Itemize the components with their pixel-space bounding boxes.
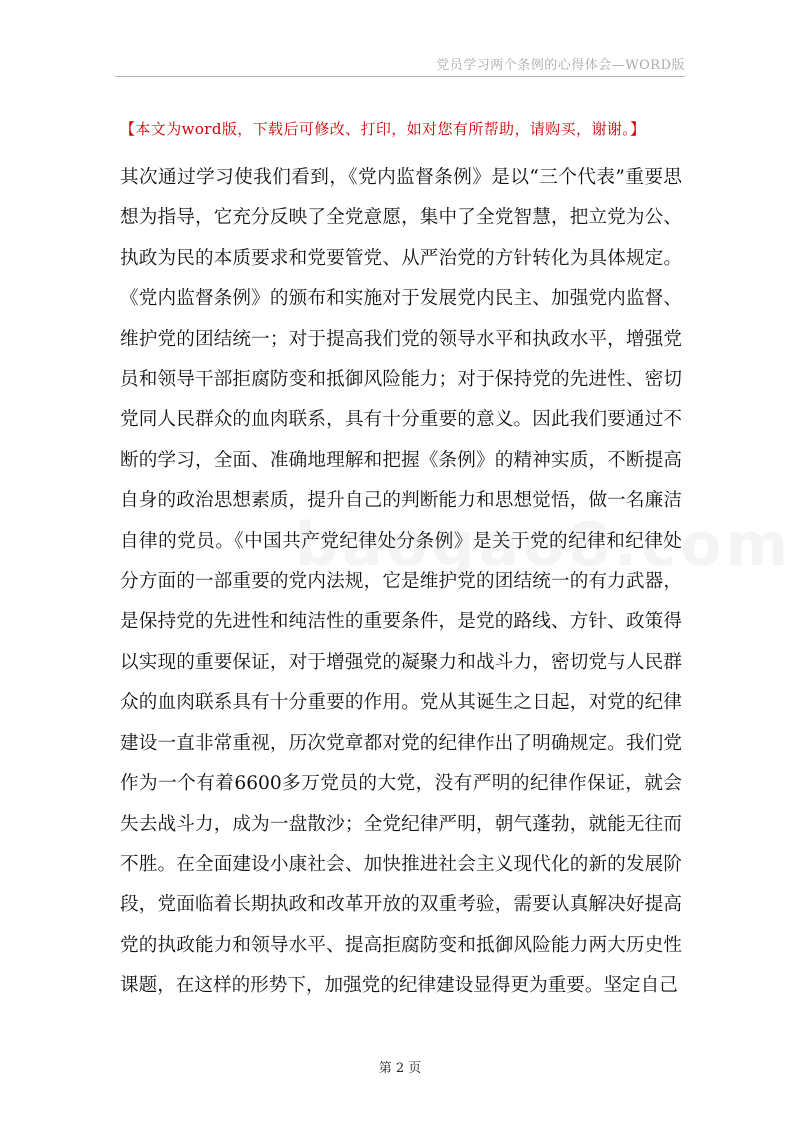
body-paragraph: 其次通过学习使我们看到，《党内监督条例》是以“三个代表”重要思想为指导，它充分反映了全党意愿，集中了全党智慧，把立党为公、执政为民的本质要求和党要管党、从严治党的方针转化为具体规定。《党内监督条例》的颁布和实施对于发展党内民主、加强党内监督、维护党的团结统一；对于提高我们党的领导水平和执政水平，增强党员和领导干部拒腐防变和抵御风险能力；对于保持党的先进性、密切党同人民群众的血肉联系，具有十分重要的意义。因此我们要通过不断的学习，全面、准确地理解和把握《条例》的精神实质，不断提高自身的政治思想素质，提升自己的判断能力和思想觉悟，做一名廉洁自律的党员。《中国共产党纪律处分条例》是关于党的纪律和纪律处分方面的一部重要的党内法规，它是维护党的团结统一的有力武器，是保持党的先进性和纯洁性的重要条件，是党的路线、方针、政策得以实现的重要保证，对于增强党的凝聚力和战斗力，密切党与人民群众的血肉联系具有十分重要的作用。党从其诞生之日起，对党的纪律建设一直非常重视，历次党章都对党的纪律作出了明确规定。我们党作为一个有着6600多万党员的大党，没有严明的纪律作保证，就会失去战斗力，成为一盘散沙；全党纪律严明，朝气蓬勃，就能无往而不胜。在全面建设小康社会、加快推进社会主义现代化的新的发展阶段，党面临着长期执政和改革开放的双重考验，需要认真解决好提高党的执政能力和领导水平、提高拒腐防变和抵御风险能力两大历史性课题，在这样的形势下，加强党的纪律建设显得更为重要。坚定自己 (120, 167, 682, 997)
page-number: 第 2 页 (378, 1061, 422, 1076)
header-divider (115, 76, 685, 77)
running-header: 党员学习两个条例的心得体会—WORD版 (436, 58, 685, 73)
purchase-notice: 【本文为word版，下载后可修改、打印，如对您有所帮助，请购买，谢谢。】 (120, 120, 646, 138)
